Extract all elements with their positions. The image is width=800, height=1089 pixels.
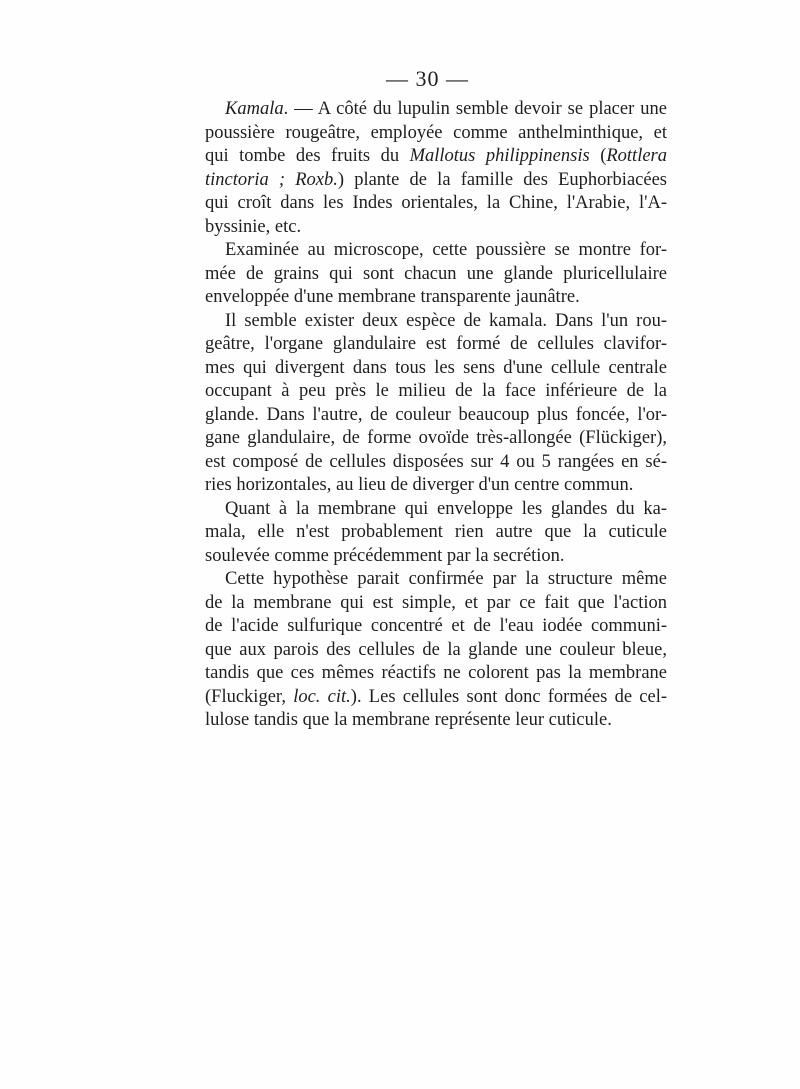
text-line xyxy=(205,333,667,357)
text-run: ries horizontales, au lieu de diverger d'un centre commun. xyxy=(205,475,634,495)
text-line xyxy=(205,451,667,475)
text-run: (Fluckiger, xyxy=(205,686,294,707)
text-line xyxy=(205,357,667,381)
text-run: est composé de cellules disposées sur 4 ou 5 rangées en sé- xyxy=(205,451,667,472)
text-line xyxy=(205,427,667,451)
page-number: — 30 — xyxy=(386,66,469,91)
text-line xyxy=(205,615,667,639)
text-line xyxy=(205,145,667,169)
text-line xyxy=(205,122,667,146)
text-run: soulevée comme précédemment par la secrétion. xyxy=(205,545,565,566)
paragraph xyxy=(205,568,667,733)
paragraph xyxy=(205,98,667,239)
text-line xyxy=(205,568,667,592)
text-line xyxy=(205,310,667,334)
text-line xyxy=(205,545,667,569)
text-line xyxy=(205,192,667,216)
text-run: ( xyxy=(589,146,607,166)
text-run: occupant à peu près le milieu de la face inférieure de la xyxy=(205,381,667,401)
text-line xyxy=(205,474,667,498)
text-run: Il semble exister deux espèce de kamala. Dans l'un rou- xyxy=(225,310,667,331)
text-line xyxy=(205,662,667,686)
text-line xyxy=(205,98,667,122)
italic-text: Rottlera xyxy=(606,146,667,166)
text-run: de l'acide sulfurique concentré et de l'eau iodée communi- xyxy=(205,616,667,636)
text-run: qui croît dans les Indes orientales, la Chine, l'Arabie, l'A- xyxy=(205,193,667,213)
text-line xyxy=(205,169,667,193)
italic-text: Kamala xyxy=(225,99,284,119)
italic-text: tinctoria ; Roxb. xyxy=(205,169,338,190)
text-run: Quant à la membrane qui enveloppe les glandes du ka- xyxy=(225,498,667,519)
text-run: gane glandulaire, de forme ovoïde très-allongée (Flückiger), xyxy=(205,428,667,448)
text-run: lulose tandis que la membrane représente leur cuticule. xyxy=(205,710,612,730)
text-run: glande. Dans l'autre, de couleur beaucoup plus foncée, l'or- xyxy=(205,404,667,425)
text-run: qui tombe des fruits du xyxy=(205,146,410,166)
text-run: de la membrane qui est simple, et par ce fait que l'action xyxy=(205,592,667,613)
text-run: geâtre, l'organe glandulaire est formé de cellules clavifor- xyxy=(205,334,667,354)
text-line xyxy=(205,592,667,616)
text-line xyxy=(205,380,667,404)
text-line xyxy=(205,709,667,733)
paragraph xyxy=(205,310,667,498)
text-run: mala, elle n'est probablement rien autre que la cuticule xyxy=(205,522,667,542)
text-line xyxy=(205,216,667,240)
text-run: . — A côté du lupulin semble devoir se placer une xyxy=(283,99,667,119)
text-run: ) plante de la famille des Euphorbiacées xyxy=(337,169,667,190)
text-line xyxy=(205,404,667,428)
text-line xyxy=(205,286,667,310)
italic-text: Mallotus philippinensis xyxy=(409,146,590,166)
text-run: mes qui divergent dans tous les sens d'une cellule centrale xyxy=(205,357,667,378)
text-run: que aux parois des cellules de la glande une couleur bleue, xyxy=(205,639,667,660)
italic-text: loc. cit. xyxy=(293,686,351,707)
text-line xyxy=(205,521,667,545)
paragraph xyxy=(205,239,667,310)
text-run: mée de grains qui sont chacun une glande pluricellulaire xyxy=(205,263,667,284)
text-line xyxy=(205,239,667,263)
text-run: enveloppée d'une membrane transparente jaunâtre. xyxy=(205,287,580,307)
text-run: byssinie, etc. xyxy=(205,216,302,237)
text-run: tandis que ces mêmes réactifs ne colorent pas la membrane xyxy=(205,663,667,683)
text-run: Examinée au microscope, cette poussière se montre for- xyxy=(225,240,667,260)
text-line xyxy=(205,498,667,522)
text-line xyxy=(205,263,667,287)
text-run: Cette hypothèse parait confirmée par la structure même xyxy=(225,569,667,589)
text-line xyxy=(205,639,667,663)
body-text xyxy=(205,98,667,733)
text-line xyxy=(205,686,667,710)
text-run: ). Les cellules sont donc formées de cel- xyxy=(350,686,668,707)
paragraph xyxy=(205,498,667,569)
text-run: poussière rougeâtre, employée comme anthelminthique, et xyxy=(205,122,667,143)
